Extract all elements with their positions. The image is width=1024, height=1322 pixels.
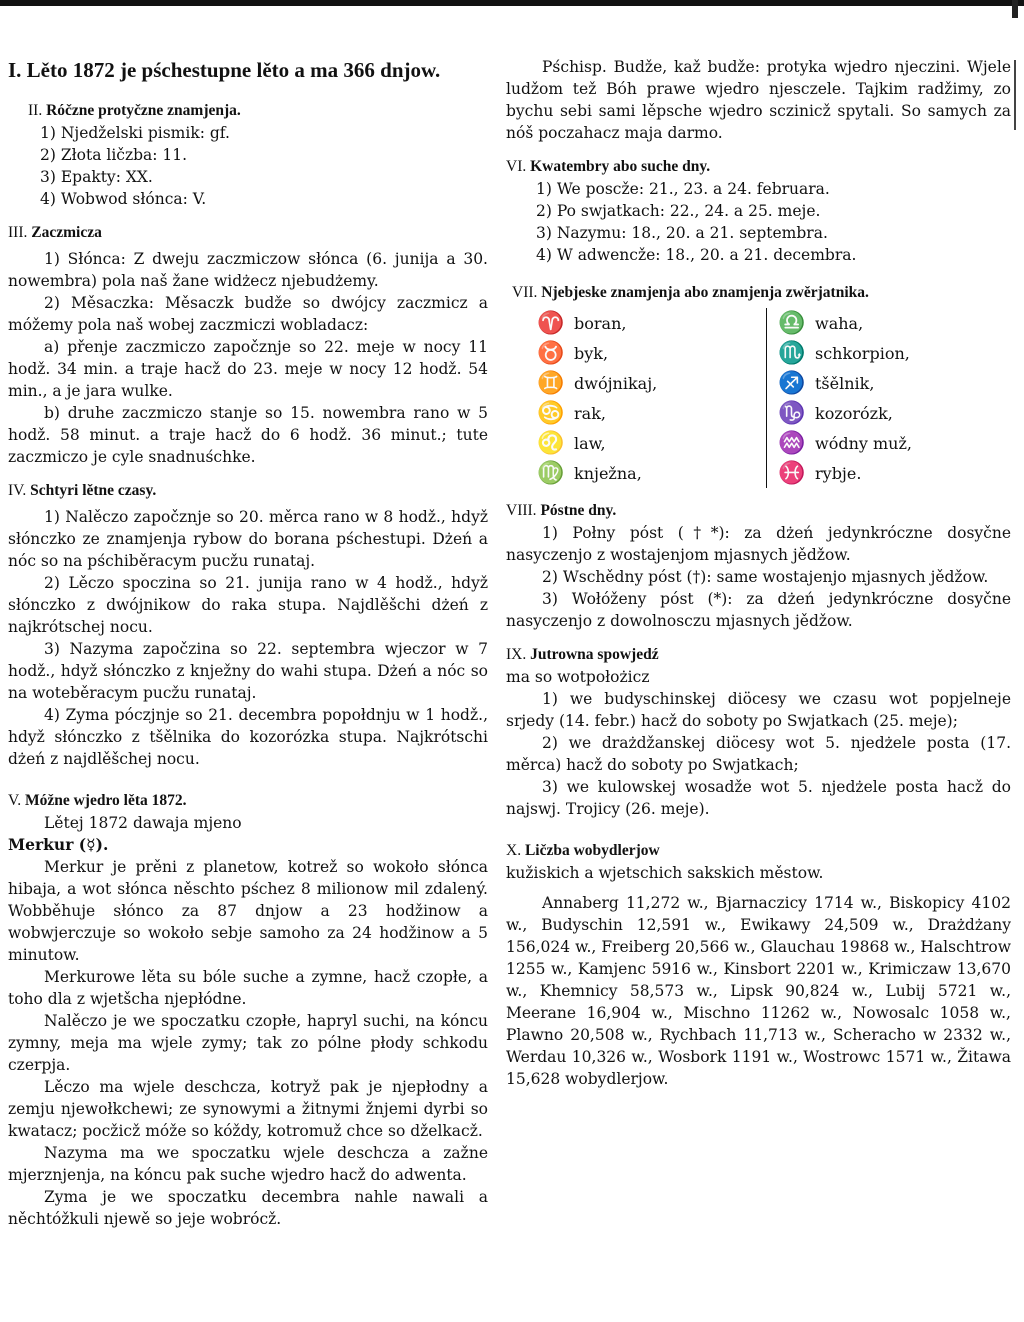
zodiac-table [536, 308, 1011, 488]
season-winter-paragraph: 4) Zyma póczjnje so 21. decembra popołdnju w 1 hodž., hdyž słónczko z tšělnika do kozorózka stupa. Najkrótschi dżeń z najdlěšchej nocu. [8, 706, 488, 768]
list-item: 2) Złota ličzba: 11. [40, 146, 188, 164]
confession-item-2: 2) we drażdžanskej diöcesy wot 5. njedżele posta (17. měrca) hacž do soboty po Swjatkach; [506, 734, 1011, 774]
fast-full-paragraph: 1) Połny póst (†*): za dżeń jedynkróczne dosyčne nasyczenjo z wostajenjom mjasnych jědžow. [506, 524, 1011, 564]
zodiac-item [536, 458, 766, 488]
section-6-heading [506, 156, 1011, 178]
section-8-heading [506, 500, 1011, 522]
section-3-heading [8, 222, 488, 244]
zodiac-label: schkorpion, [815, 343, 910, 363]
zodiac-item [536, 428, 766, 458]
taurus-icon: ♉ [537, 340, 565, 366]
zodiac-label: dwójnikaj, [574, 373, 658, 393]
eclipse-first-paragraph: a) přenje zaczmiczo započznje so 22. meje w nocy 11 hodž. 34 min. a traje hacž do 23. meje w nocy 12 hodž. 54 min., a je jara wulke. [8, 338, 488, 400]
autumn-weather-paragraph: Nazyma ma we spoczatku wjele deschcza a zažne mjerznjenja, na kóncu pak suche wjedro hacž do adwenta. [8, 1144, 488, 1184]
mercury-paragraph: Merkur je prěni z planetow, kotrež so wokoło słónca hibaja, a wot słónca něschto pśchez 8 milionow mil zdalený. Wobběhuje słónco za 87 dnjow a 23 hodžinow a wobwjerczuje so wokoło sebje samoho za 24 hodžinow a 5 minutow. [8, 858, 488, 964]
zodiac-label: rybje. [815, 463, 862, 483]
zodiac-item [536, 368, 766, 398]
zodiac-item [777, 308, 986, 338]
section-4-title: Schtyri lětne czasy. [30, 482, 157, 499]
leo-icon: ♌ [537, 430, 565, 456]
cancer-icon: ♋ [537, 400, 565, 426]
season-summer-paragraph: 2) Lěczo spoczina so 21. junija rano w 4 hodž., hdyž słónczko z dwójnikow do raka stupa. Najdlěšchi dżeń z najkrótschej nocu. [8, 574, 488, 636]
zodiac-label: law, [574, 433, 606, 453]
zodiac-label: knježna, [574, 463, 642, 483]
zodiac-item [536, 398, 766, 428]
season-autumn-paragraph: 3) Nazyma započzina so 22. septembra wjeczor w 7 hodž., hdyž słónczko z knježny do wahi stupa. Dżeń a nóc so na woteběracym pucžu runataj. [8, 640, 488, 702]
sagittarius-icon: ♐ [778, 370, 806, 396]
section-7-heading [506, 282, 1011, 304]
zodiac-label: kozorózk, [815, 403, 893, 423]
weather-note-paragraph: Pśchisp. Budže, kaž budže: protyka wjedro njeczini. Wjele ludžom tež Bóh prawe wjedro njesczele. Tajkim radžimy, zo bychu sebi sami lěpsche wjedro sczinicž spytali. So samych za nóš poczahacz maja darmo. [506, 58, 1011, 142]
section-10-title: Ličzba wobydlerjow [524, 842, 660, 859]
aries-icon: ♈ [537, 310, 565, 336]
section-2-number: II. [28, 102, 43, 119]
section-3-number: III. [8, 224, 28, 241]
section-6-title: Kwatembry abo suche dny. [530, 158, 711, 175]
zodiac-item [536, 308, 766, 338]
list-item: 2) Po swjatkach: 22., 24. a 25. meje. [536, 202, 821, 220]
summer-weather-paragraph: Lěczo ma wjele deschcza, kotryž pak je njepłodny a zemju njewołkchewi; ze synowymi a žitnymi žnjemi dyrbi so kwatacz; pocžicž móže so kóždy, kotromuž chce so dželkacž. [8, 1078, 488, 1140]
section-7-title: Njebjeske znamjenja abo znamjenja zwěrjatnika. [541, 284, 869, 301]
section-9-title: Jutrowna spowjedź [530, 646, 659, 663]
left-column [8, 56, 488, 1230]
section-10-subtitle: kužiskich a wjetschich sakskich městow. [506, 864, 824, 882]
list-item: 3) Epakty: XX. [40, 168, 153, 186]
libra-icon: ♎ [778, 310, 806, 336]
pisces-icon: ♓ [778, 460, 806, 486]
eclipse-sun-paragraph: 1) Słónca: Z dweju zaczmiczow słónca (6. junija a 30. nowembra) pola naš žane widżecz njebudżemy. [8, 250, 488, 290]
section-3-title: Zaczmicza [31, 224, 102, 241]
season-spring-paragraph: 1) Nalěczo započznje so 20. měrca rano w 8 hodž., hdyž słónczko ze znamjenja rybow do borana pśchestupi. Dżeń a nóc so na pśchiběracym pucžu runataj. [8, 508, 488, 570]
section-9-heading [506, 644, 1011, 666]
section-2-heading [8, 100, 488, 122]
spring-weather-paragraph: Nalěczo je we spoczatku czopłe, hapryl suchi, na kóncu zymny, meja ma wjele zymy; tak zo pólne płody schkodu czerpja. [8, 1012, 488, 1074]
list-item: 4) Wobwod słónca: V. [40, 190, 207, 208]
gemini-icon: ♊ [537, 370, 565, 396]
zodiac-item [777, 458, 986, 488]
confession-item-3: 3) we kulowskej wosadže wot 5. njedżele posta hacž do najswj. Trojicy (26. meje). [506, 778, 1011, 818]
page-edge-line [1014, 60, 1016, 130]
section-10-heading [506, 840, 1011, 862]
right-column [506, 56, 1011, 1090]
zodiac-column-right [766, 308, 986, 488]
capricorn-icon: ♑ [778, 400, 806, 426]
section-9-number: IX. [506, 646, 527, 663]
section-5-title: Móžne wjedro lěta 1872. [24, 792, 187, 809]
zodiac-item [777, 338, 986, 368]
zodiac-label: wódny muž, [815, 433, 912, 453]
list-item: 1) We poscže: 21., 23. a 24. februara. [536, 180, 830, 198]
section-10-number: X. [506, 842, 522, 859]
section-8-number: VIII. [506, 502, 537, 519]
section-7-number: VII. [512, 284, 538, 301]
population-paragraph: Annaberg 11,272 w., Bjarnaczicy 1714 w., Biskopicy 4102 w., Budyschin 12,591 w., Ewikawy 24,509 w., Drażdżany 156,024 w., Freiberg 20,566 w., Glauchau 19868 w., Halschtrow 1255 w., Kamjenc 5916 w., Kinsbort 2201 w., Krimiczaw 13,670 w., Khemnicy 58,573 w., Lipsk 90,824 w., Lubij 5721 w., Meerane 16,904 w., Mischno 11262 w., Nowosalc 1058 w., Plawno 20,508 w., Rychbach 11,713 w., Scheracho w 2332 w., Werdau 10,326 w., Wosbork 1191 w., Wostrowc 1571 w., Žitawa 15,628 wobydlerjow. [506, 894, 1011, 1088]
zodiac-label: rak, [574, 403, 606, 423]
zodiac-label: waha, [815, 313, 864, 333]
zodiac-label: boran, [574, 313, 627, 333]
zodiac-item [536, 338, 766, 368]
section-4-heading [8, 480, 488, 502]
list-item: 3) Nazymu: 18., 20. a 21. septembra. [536, 224, 828, 242]
zodiac-label: tšělnik, [815, 373, 875, 393]
section-8-title: Póstne dny. [540, 502, 617, 519]
list-item: 4) W adwencže: 18., 20. a 21. decembra. [536, 246, 857, 264]
section-2-title: Róčzne protyčzne znamjenja. [46, 102, 241, 119]
eclipse-second-paragraph: b) druhe zaczmiczo stanje so 15. nowembra rano w 5 hodž. 58 minut. a traje hacž do 6 hodž. 36 minut.; tute zaczmiczo je cyle snadnuśchke. [8, 404, 488, 466]
fast-daily-paragraph: 2) Wschědny póst (†): same wostajenjo mjasnych jědžow. [542, 568, 989, 586]
winter-weather-paragraph: Zyma je we spoczatku decembra nahle nawali a něchtóžkuli njewě so jeje wobrócž. [8, 1188, 488, 1228]
section-6-number: VI. [506, 158, 527, 175]
virgo-icon: ♍ [537, 460, 565, 486]
section-6-list [506, 178, 1011, 266]
zodiac-column-left [536, 308, 766, 488]
mercury-years-paragraph: Merkurowe lěta su bóle suche a zymne, hacž czopłe, a toho dla z wjetšcha njepłódne. [8, 968, 488, 1008]
zodiac-item [777, 398, 986, 428]
section-5-heading [8, 790, 488, 812]
top-border [0, 0, 1024, 6]
fast-eased-paragraph: 3) Wołóženy póst (*): za dżeń jedynkróczne dosyčne nasyczenjo z dowolnosczu mjasnych jědžow. [506, 590, 1011, 630]
confession-item-1: 1) we budyschinskej diöcesy we czasu wot popjelneje srjedy (14. febr.) hacž do soboty po Swjatkach (25. meje); [506, 690, 1011, 730]
weather-intro: Lětej 1872 dawaja mjeno [44, 814, 242, 832]
page-edge-mark [1012, 0, 1018, 18]
section-5-number: V. [8, 792, 22, 809]
zodiac-item [777, 428, 986, 458]
aquarius-icon: ♒ [778, 430, 806, 456]
confession-intro: ma so wotpołożicz [506, 668, 650, 686]
planet-name: Merkur (☿). [8, 835, 109, 854]
section-1-heading: I. Lěto 1872 je pśchestupne lěto a ma 366 dnjow. [8, 58, 441, 82]
zodiac-item [777, 368, 986, 398]
section-2-list [8, 122, 488, 210]
section-4-number: IV. [8, 482, 27, 499]
scorpio-icon: ♏ [778, 340, 806, 366]
list-item: 1) Njedželski pismik: gf. [40, 124, 230, 142]
eclipse-moon-paragraph: 2) Měsaczka: Měsaczk budže so dwójcy zaczmicz a móžemy pola naš wobej zaczmiczi wobladacz: [8, 294, 488, 334]
zodiac-label: byk, [574, 343, 609, 363]
